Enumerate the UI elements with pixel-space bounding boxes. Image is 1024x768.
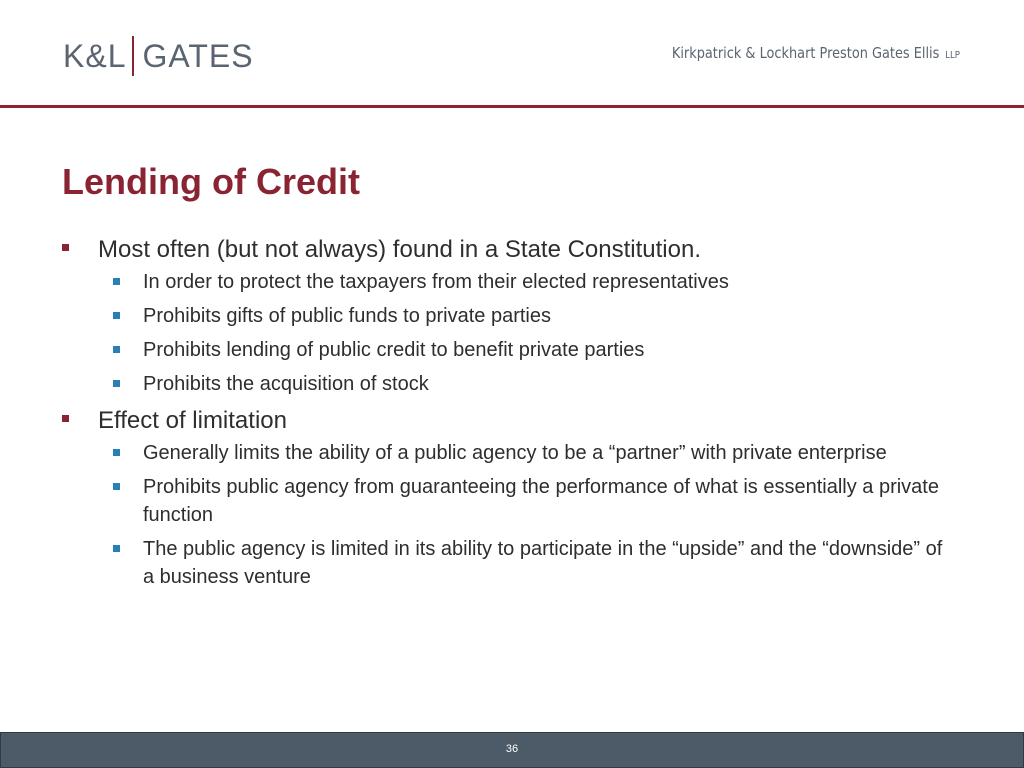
slide-header [0,0,1024,106]
sub-bullet-text: The public agency is limited in its ability to participate in the “upside” and the “downside” of a business venture [143,538,943,588]
logo-divider [132,36,134,76]
sub-bullet-text: Prohibits public agency from guaranteeing the performance of what is essentially a private function [143,476,939,526]
firm-logo [63,36,254,76]
slide-title: Lending of Credit [62,161,360,202]
page-number: 36 [505,743,519,755]
sub-bullet-text: Generally limits the ability of a public agency to be a “partner” with private enterprise [143,442,887,464]
sub-bullet-text: Prohibits gifts of public funds to private parties [143,305,551,327]
sub-bullet-point [0,439,1024,467]
bullet-point [0,233,1024,267]
sub-bullet-text: Prohibits lending of public credit to benefit private parties [143,339,645,361]
square-bullet-icon [113,312,120,319]
square-bullet-icon [113,483,120,490]
sub-bullet-point [0,268,1024,296]
sub-bullet-point [0,535,1024,591]
bullet-text: Effect of limitation [98,407,287,434]
sub-bullet-point [0,336,1024,364]
firm-suffix: LLP [945,50,960,61]
sub-bullet-text: Prohibits the acquisition of stock [143,373,429,395]
slide-content [0,233,1024,597]
sub-bullet-point [0,302,1024,330]
sub-bullet-point [0,370,1024,398]
square-bullet-icon [113,449,120,456]
logo-left-text: K&L [63,37,127,74]
square-bullet-icon [113,380,120,387]
square-bullet-icon [62,415,69,422]
header-divider-line [0,105,1024,108]
bullet-point [0,404,1024,438]
square-bullet-icon [113,278,120,285]
bullet-text: Most often (but not always) found in a State Constitution. [98,236,701,263]
firm-full-name [672,44,960,62]
square-bullet-icon [113,545,120,552]
sub-bullet-text: In order to protect the taxpayers from their elected representatives [143,271,729,293]
square-bullet-icon [113,346,120,353]
logo-right-text: GATES [142,37,254,74]
footer-bar [0,732,1024,768]
sub-bullet-point [0,473,1024,529]
square-bullet-icon [62,244,69,251]
firm-name-text: Kirkpatrick & Lockhart Preston Gates Ellis [671,44,940,62]
